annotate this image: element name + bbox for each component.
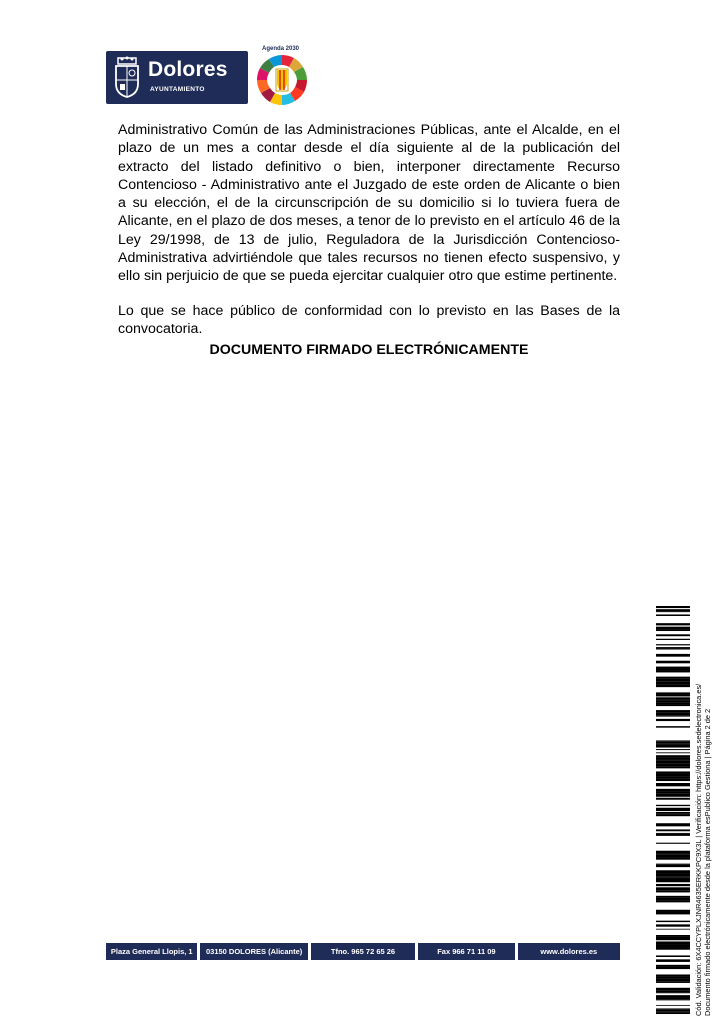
footer-fax: Fax 966 71 11 09 [418, 943, 514, 960]
coat-of-arms-icon [112, 56, 142, 99]
document-body [118, 121, 620, 354]
validation-text [694, 616, 712, 1016]
footer-bar [106, 943, 620, 960]
validation-line-2: Documento firmado electrónicamente desde la plataforma esPublico Gestiona | Página 2 de 2 [703, 708, 712, 1016]
footer-web: www.dolores.es [518, 943, 620, 960]
agenda-2030-icon [249, 44, 315, 110]
signed-heading: DOCUMENTO FIRMADO ELECTRÓNICAMENTE [209, 342, 529, 358]
footer-phone: Tfno. 965 72 65 26 [311, 943, 415, 960]
logo-subtitle: AYUNTAMIENTO [150, 86, 205, 93]
body-paragraph-2: Lo que se hace público de conformidad con lo previsto en las Bases de la convocatoria. [118, 302, 620, 337]
ayuntamiento-logo [106, 51, 248, 104]
body-paragraph-1: Administrativo Común de las Administraciones Públicas, ante el Alcalde, en el plazo de un mes a contar desde el día siguiente al de la publicación del extracto del listado definitivo o bien, interponer directamente Recurso Contencioso - Administrativo ante el Juzgado de este orden de Alicante o bien a su elección, el de la circunscripción de su domicilio si lo tuviera fuera de Alicante, en el plazo de dos meses, a tenor de lo previsto en el artículo 46 de la Ley 29/1998, de 13 de julio, Reguladora de la Jurisdicción Contencioso-Administrativa advirtiéndole que tales recursos no tienen efecto suspensivo, y ello sin perjuicio de que se pueda ejercitar cualquier otro que estime pertinente. [118, 122, 620, 285]
validation-barcode [656, 606, 690, 1016]
logo-name: Dolores [148, 58, 228, 81]
footer-address: Plaza General Llopis, 1 [106, 943, 197, 960]
footer-postal: 03150 DOLORES (Alicante) [200, 943, 307, 960]
validation-line-1: Cód. Validación: 6X4CCYPLXJNR4635ERKKPC9X3L | Verificación: https://dolores.sedelectronica.es/ [694, 683, 703, 1016]
agenda-label: Agenda 2030 [262, 46, 300, 52]
